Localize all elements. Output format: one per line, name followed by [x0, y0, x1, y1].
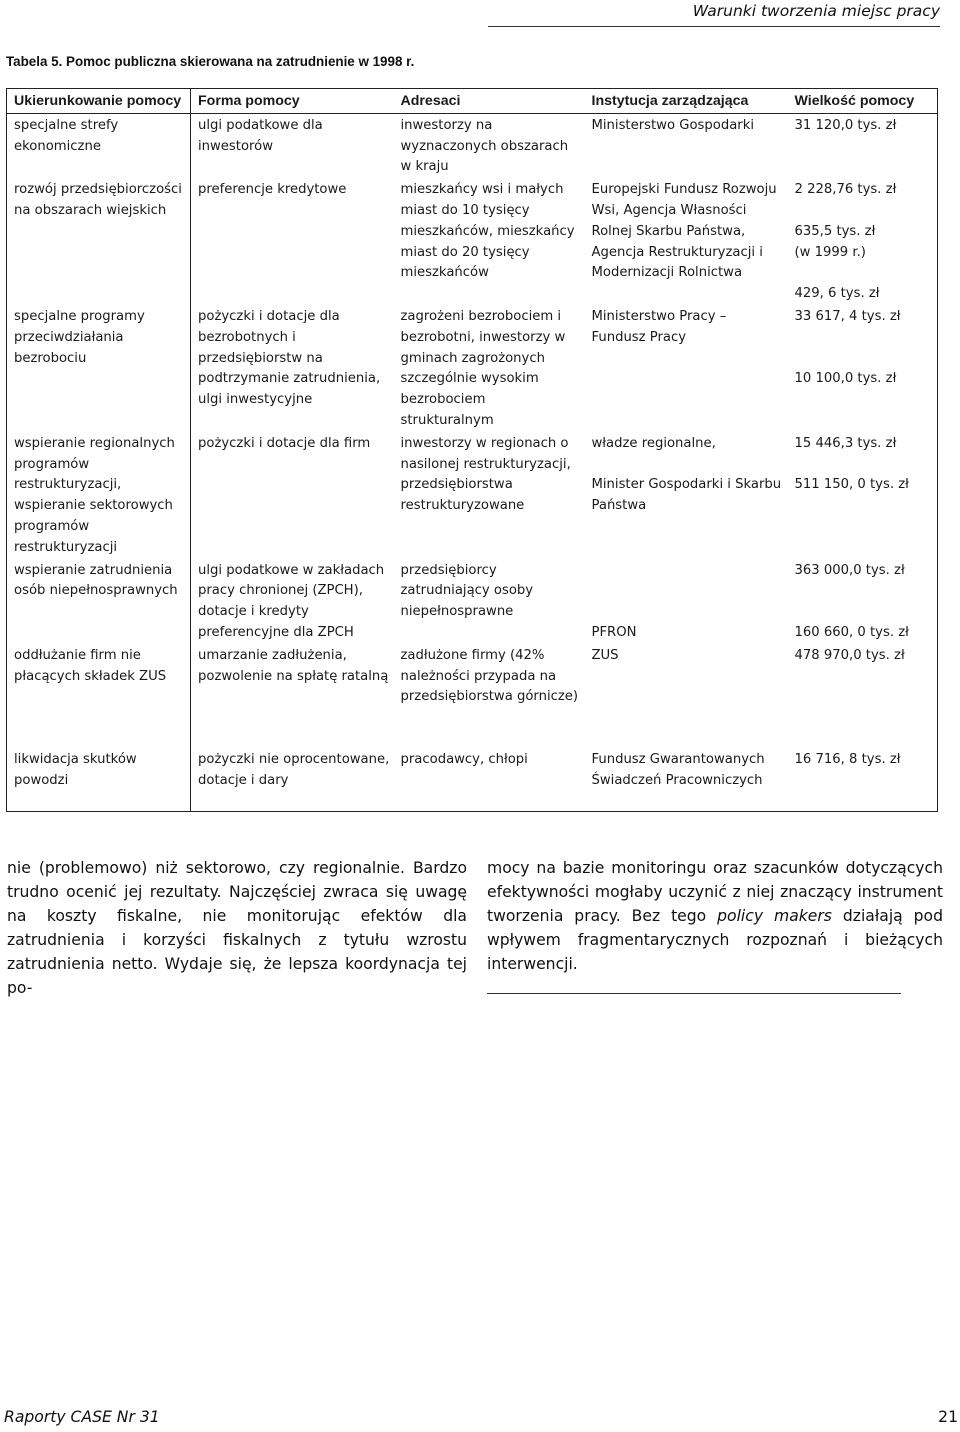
- column-end-rule: [487, 993, 901, 994]
- column-header-target: Ukierunkowanie pomocy: [7, 89, 191, 114]
- cell-recipients: inwestorzy na wyznaczonych obszarach w kraju: [400, 117, 569, 175]
- cell-amount: 2 228,76 tys. zł 635,5 tys. zł (w 1999 r.) 429, 6 tys. zł: [794, 182, 897, 302]
- public-aid-table: [6, 88, 938, 812]
- cell-target: specjalne programy przeciwdziałania bezrobociu: [7, 305, 191, 432]
- footer-publication: Raporty CASE Nr 31: [4, 1408, 160, 1426]
- cell-amount: 363 000,0 tys. zł 160 660, 0 tys. zł: [794, 562, 909, 640]
- table-caption: Tabela 5. Pomoc publiczna skierowana na zatrudnienie w 1998 r.: [6, 54, 415, 69]
- cell-amount: 15 446,3 tys. zł 511 150, 0 tys. zł: [794, 435, 909, 493]
- cell-institution: władze regionalne, Minister Gospodarki i Skarbu Państwa: [591, 435, 782, 514]
- cell-form: pożyczki i dotacje dla bezrobotnych i przedsiębiorstw na podtrzymanie zatrudnienia, ulgi inwestycyjne: [198, 308, 381, 408]
- body-text-left-column: nie (problemowo) niż sektorowo, czy regionalnie. Bardzo trudno ocenić jej rezultaty. Najczęściej zwraca się uwagę na koszty fiskalne, nie monitorując efektów dla zatrudnienia i korzyści fiskalnych z tytułu wzrostu zatrudnienia netto. Wydaje się, że lepsza koordynacja tej po-: [7, 859, 467, 997]
- body-text-right-column: [487, 856, 943, 976]
- table-row: [7, 178, 938, 305]
- cell-recipients: pracodawcy, chłopi: [400, 751, 528, 767]
- body-text-right-part-1: mocy na bazie monitoringu oraz szacunków dotyczących efektywności mogłaby uczynić z niej znaczący instrument tworzenia pracy. Bez tego: [487, 859, 943, 925]
- table-row: [7, 432, 938, 559]
- body-text-right-emphasis: policy makers: [717, 907, 832, 925]
- running-header: Warunki tworzenia miejsc pracy: [488, 0, 940, 27]
- cell-institution: Ministerstwo Gospodarki: [591, 117, 754, 133]
- body-text-right-part-2: działają pod wpływem fragmentarycznych rozpoznań i bieżących interwencji.: [487, 907, 943, 973]
- column-header-recipients: Adresaci: [394, 89, 585, 114]
- cell-amount: 478 970,0 tys. zł: [794, 647, 905, 663]
- cell-form: preferencje kredytowe: [198, 182, 347, 198]
- cell-institution: Europejski Fundusz Rozwoju Wsi, Agencja Własności Rolnej Skarbu Państwa, Agencja Restrukturyzacji i Modernizacji Rolnictwa: [591, 182, 777, 281]
- cell-amount: 31 120,0 tys. zł: [794, 117, 897, 133]
- cell-amount: 16 716, 8 tys. zł: [794, 751, 901, 767]
- cell-form: pożyczki i dotacje dla firm: [198, 435, 371, 451]
- column-header-form: Forma pomocy: [191, 89, 394, 114]
- cell-target: oddłużanie firm nie płacących składek ZUS: [7, 644, 191, 748]
- column-header-amount: Wielkość pomocy: [788, 89, 938, 114]
- cell-form: pożyczki nie oprocentowane, dotacje i dary: [198, 751, 390, 788]
- table-row: [7, 559, 938, 644]
- table-row: [7, 644, 938, 748]
- table-row: [7, 113, 938, 178]
- cell-form: ulgi podatkowe w zakładach pracy chronionej (ZPCH), dotacje i kredyty preferencyjne dla ZPCH: [198, 562, 385, 640]
- cell-form: ulgi podatkowe dla inwestorów: [198, 117, 323, 154]
- cell-institution: Fundusz Gwarantowanych Świadczeń Pracowniczych: [591, 751, 765, 788]
- table-row: [7, 305, 938, 432]
- cell-recipients: inwestorzy w regionach o nasilonej restrukturyzacji, przedsiębiorstwa restrukturyzowane: [400, 435, 571, 514]
- cell-target: wspieranie zatrudnienia osób niepełnosprawnych: [7, 559, 191, 644]
- cell-target: rozwój przedsiębiorczości na obszarach wiejskich: [7, 178, 191, 305]
- table-header-row: [7, 89, 938, 114]
- cell-recipients: zadłużone firmy (42% należności przypada na przedsiębiorstwa górnicze): [400, 647, 579, 705]
- cell-recipients: przedsiębiorcy zatrudniający osoby niepełnosprawne: [400, 562, 534, 620]
- cell-target: wspieranie regionalnych programów restrukturyzacji, wspieranie sektorowych programów restrukturyzacji: [7, 432, 191, 559]
- footer-page-number: 21: [938, 1408, 958, 1426]
- table-row: [7, 748, 938, 812]
- cell-recipients: mieszkańcy wsi i małych miast do 10 tysięcy mieszkańców, mieszkańcy miast do 20 tysięcy mieszkańców: [400, 182, 575, 281]
- cell-target: likwidacja skutków powodzi: [7, 748, 191, 812]
- cell-amount: 33 617, 4 tys. zł 10 100,0 tys. zł: [794, 308, 901, 387]
- cell-institution: ZUS: [591, 647, 619, 663]
- cell-target: specjalne strefy ekonomiczne: [7, 113, 191, 178]
- column-header-institution: Instytucja zarządzająca: [585, 89, 788, 114]
- cell-institution: Ministerstwo Pracy – Fundusz Pracy: [591, 308, 727, 345]
- cell-institution: PFRON: [591, 624, 637, 640]
- cell-form: umarzanie zadłużenia, pozwolenie na spłatę ratalną: [198, 647, 389, 684]
- cell-recipients: zagrożeni bezrobociem i bezrobotni, inwestorzy w gminach zagrożonych szczególnie wysokim bezrobociem strukturalnym: [400, 308, 566, 428]
